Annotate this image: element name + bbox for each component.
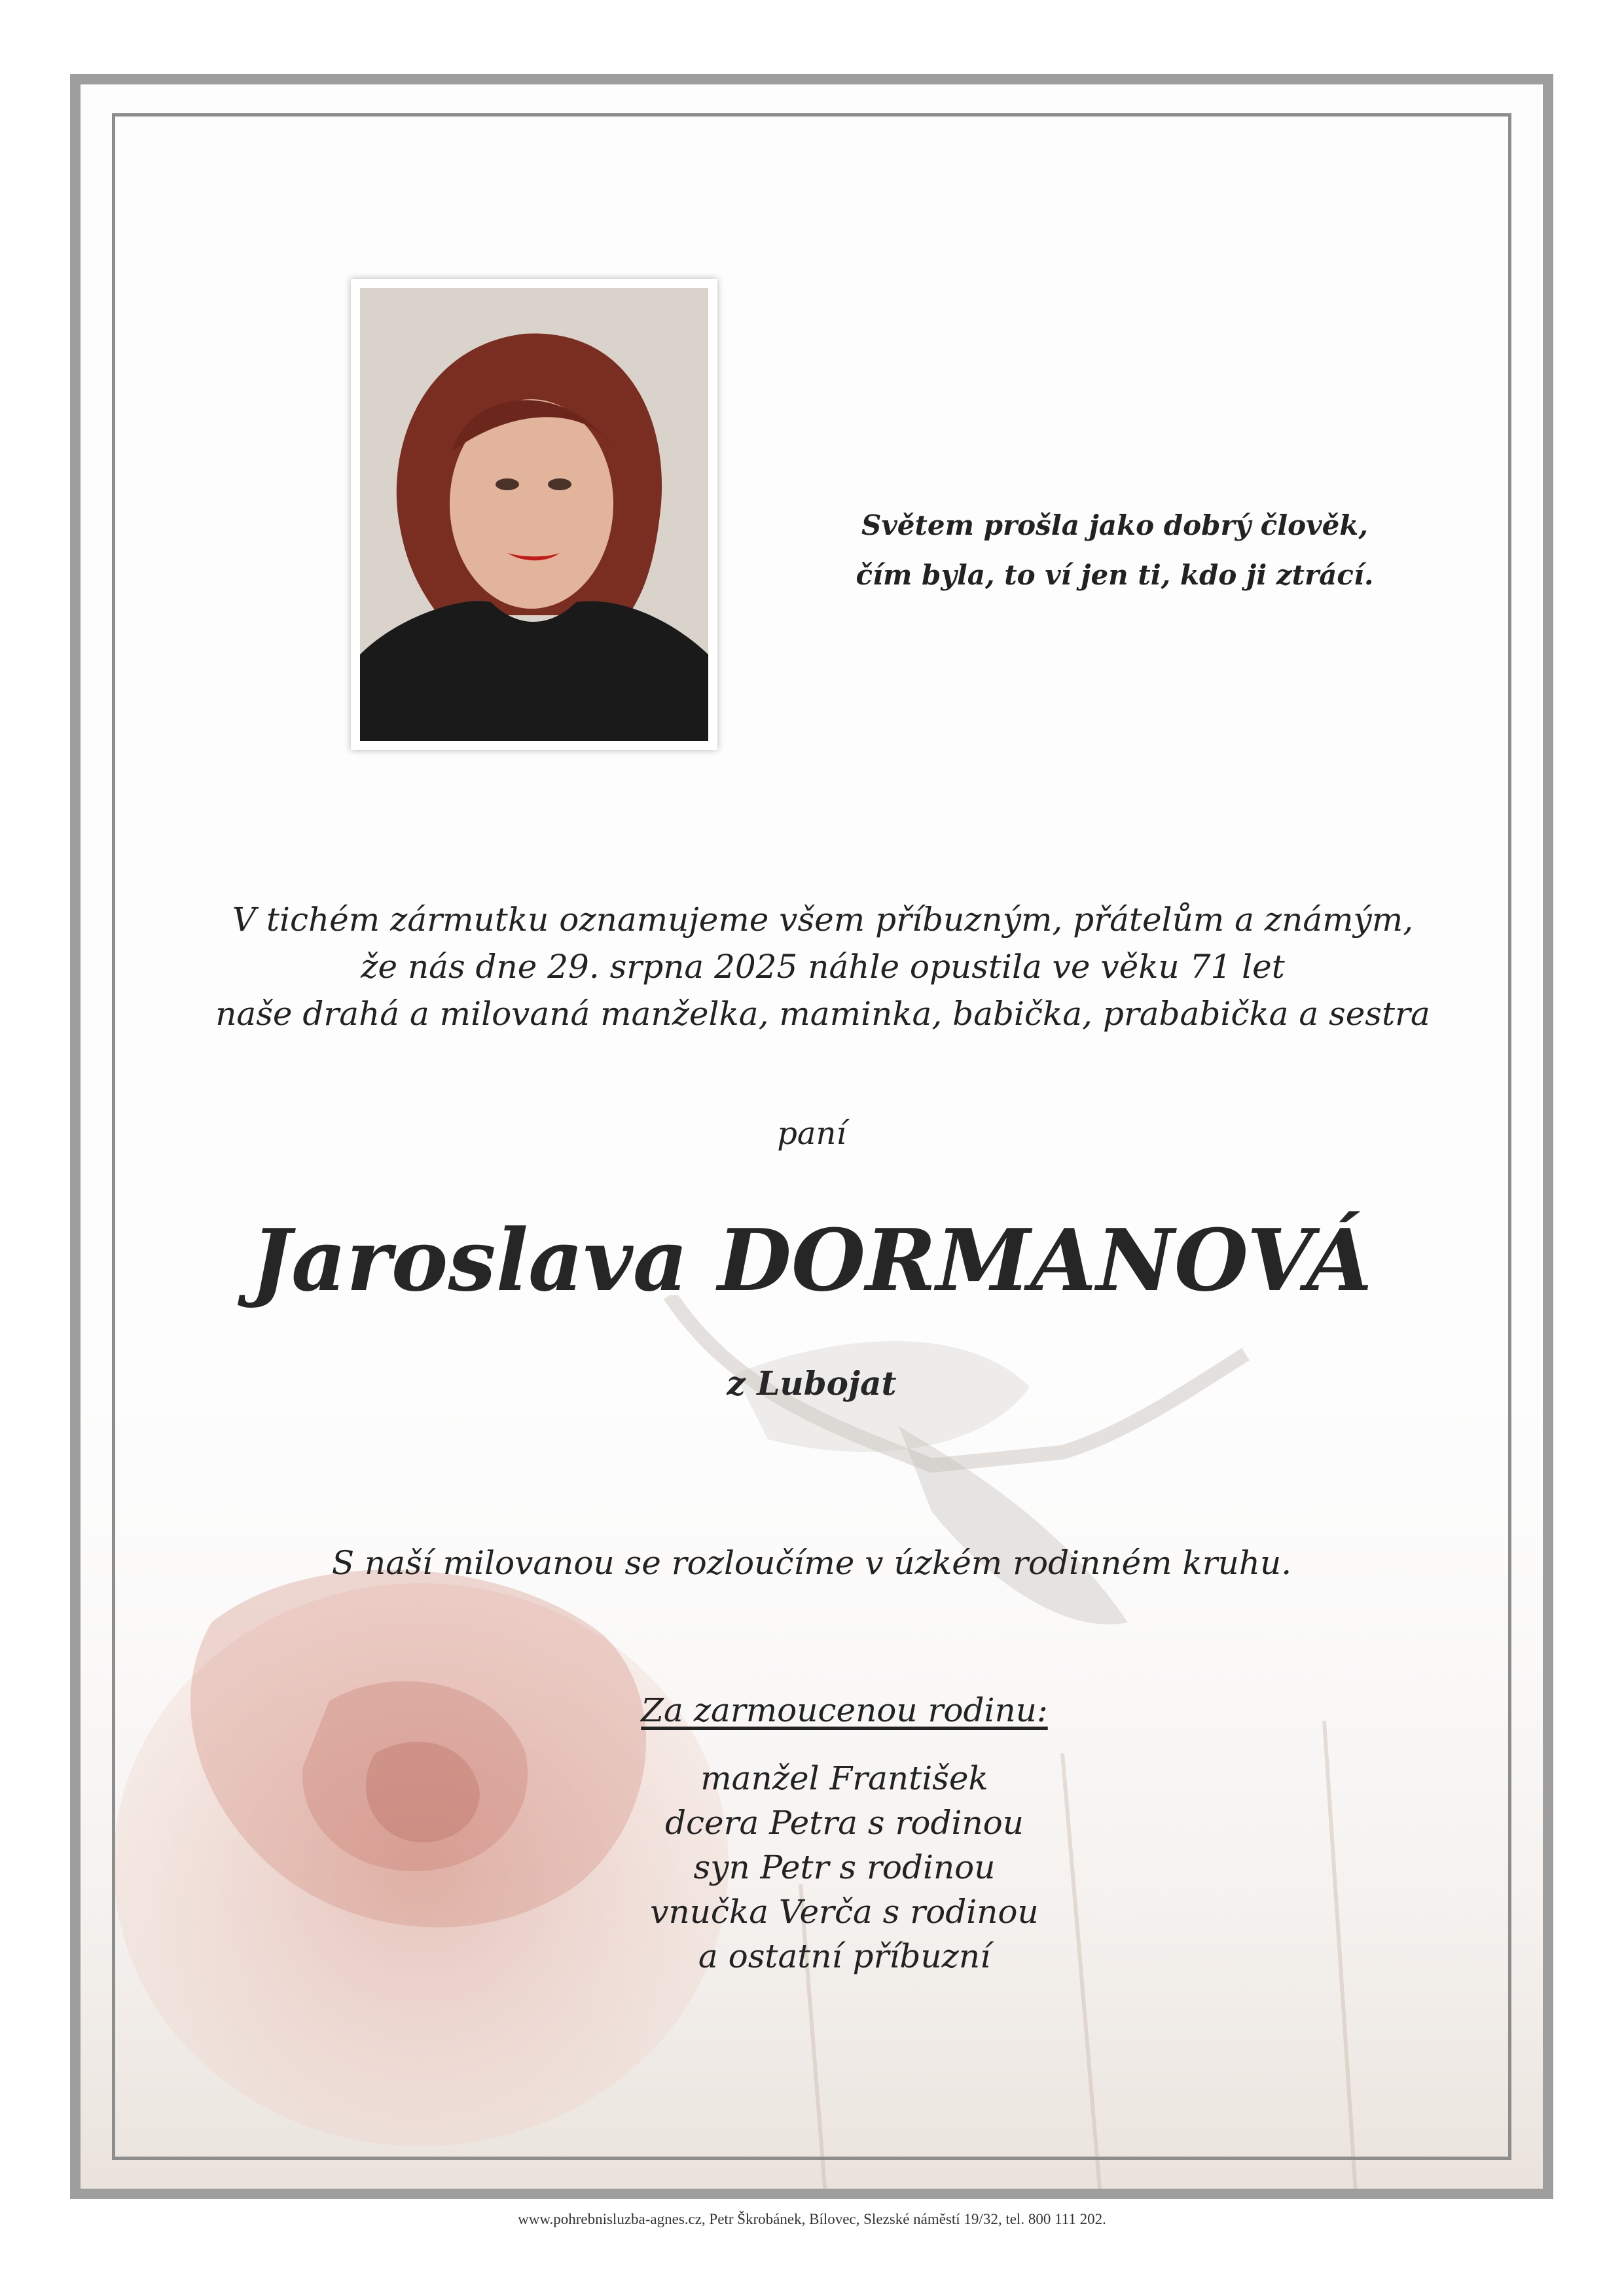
family-member: syn Petr s rodinou bbox=[693, 1848, 996, 1886]
deceased-name: Jaroslava DORMANOVÁ bbox=[251, 1210, 1373, 1310]
deceased-origin: z Lubojat bbox=[727, 1364, 897, 1403]
family-member: dcera Petra s rodinou bbox=[665, 1804, 1024, 1842]
motto-line: Světem prošla jako dobrý člověk, bbox=[861, 509, 1369, 541]
portrait-photo-frame bbox=[351, 279, 717, 750]
announcement-line: že nás dne 29. srpna 2025 náhle opustila ve věku 71 let bbox=[361, 948, 1285, 986]
motto-line: čím byla, to ví jen ti, kdo ji ztrácí. bbox=[856, 559, 1374, 591]
family-member: manžel František bbox=[700, 1759, 988, 1797]
portrait-photo bbox=[360, 288, 708, 741]
funeral-service-footer: www.pohrebnisluzba-agnes.cz, Petr Škrobánek, Bílovec, Slezské náměstí 19/32, tel. 800 111 202. bbox=[518, 2211, 1106, 2227]
announcement-text bbox=[182, 896, 1464, 1037]
family-member: a ostatní příbuzní bbox=[698, 1937, 991, 1975]
family-heading: Za zarmoucenou rodinu: bbox=[641, 1691, 1048, 1729]
family-list bbox=[517, 1688, 1172, 1979]
family-member: vnučka Verča s rodinou bbox=[650, 1893, 1039, 1931]
farewell-text: S naší milovanou se rozloučíme v úzkém rodinném kruhu. bbox=[331, 1544, 1292, 1582]
salutation: paní bbox=[777, 1115, 846, 1152]
outer-frame bbox=[70, 74, 1553, 2199]
announcement-line: V tichém zármutku oznamujeme všem příbuzným, přátelům a známým, bbox=[232, 901, 1414, 939]
announcement-line: naše drahá a milovaná manželka, maminka, babička, prababička a sestra bbox=[215, 995, 1430, 1033]
motto-quote bbox=[853, 501, 1377, 600]
